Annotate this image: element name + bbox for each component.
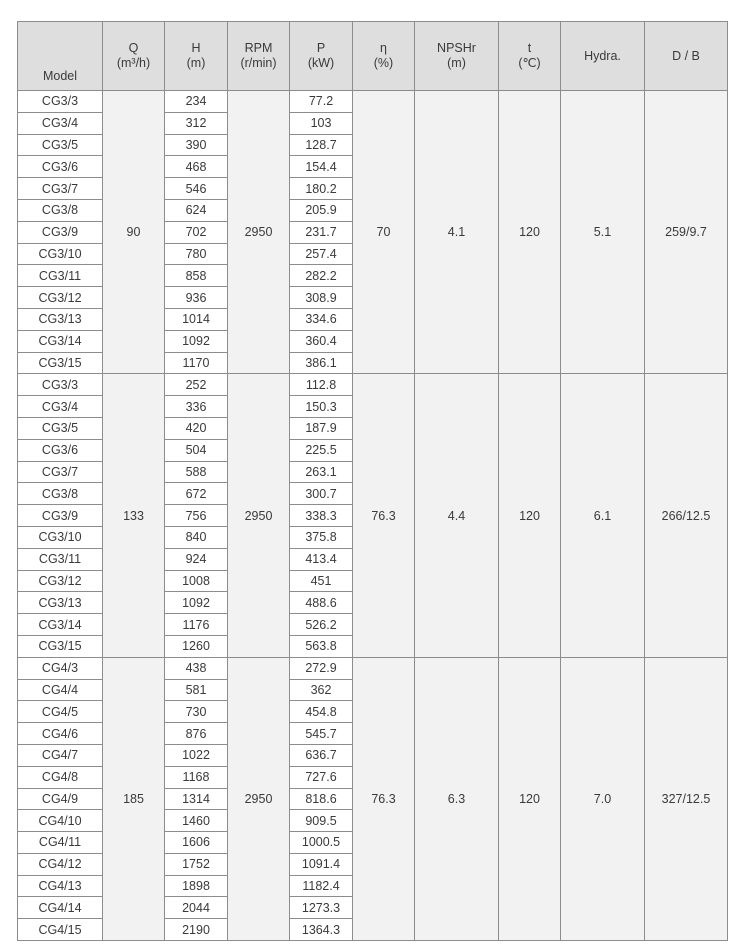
cell-h: 858 <box>165 265 228 287</box>
header-eta <box>353 22 415 91</box>
cell-p: 150.3 <box>290 396 353 418</box>
cell-h: 1168 <box>165 766 228 788</box>
cell-npshr: 4.4 <box>415 374 499 657</box>
cell-p: 187.9 <box>290 417 353 439</box>
cell-npshr: 4.1 <box>415 91 499 374</box>
cell-model: CG4/9 <box>18 788 103 810</box>
cell-db: 259/9.7 <box>645 91 728 374</box>
header-row <box>18 22 728 91</box>
cell-model: CG4/7 <box>18 744 103 766</box>
cell-h: 1314 <box>165 788 228 810</box>
cell-p: 282.2 <box>290 265 353 287</box>
cell-p: 112.8 <box>290 374 353 396</box>
header-rpm-label: RPM <box>244 41 273 55</box>
cell-h: 840 <box>165 526 228 548</box>
cell-q: 185 <box>103 657 165 940</box>
cell-t: 120 <box>499 657 561 940</box>
header-p-label: P <box>316 41 326 55</box>
header-npshr-unit: (m) <box>447 56 466 70</box>
cell-p: 375.8 <box>290 526 353 548</box>
cell-p: 308.9 <box>290 287 353 309</box>
cell-h: 581 <box>165 679 228 701</box>
cell-model: CG3/5 <box>18 134 103 156</box>
cell-h: 1008 <box>165 570 228 592</box>
cell-model: CG3/15 <box>18 635 103 657</box>
cell-h: 1606 <box>165 832 228 854</box>
header-t-unit: (℃) <box>518 56 541 70</box>
cell-p: 362 <box>290 679 353 701</box>
cell-p: 231.7 <box>290 221 353 243</box>
table-body <box>18 91 728 941</box>
cell-model: CG3/7 <box>18 178 103 200</box>
cell-p: 1182.4 <box>290 875 353 897</box>
cell-model: CG3/12 <box>18 287 103 309</box>
cell-p: 545.7 <box>290 723 353 745</box>
header-p <box>290 22 353 91</box>
cell-model: CG3/9 <box>18 221 103 243</box>
cell-p: 263.1 <box>290 461 353 483</box>
cell-h: 1170 <box>165 352 228 374</box>
cell-model: CG4/14 <box>18 897 103 919</box>
cell-model: CG4/12 <box>18 853 103 875</box>
cell-h: 672 <box>165 483 228 505</box>
cell-p: 386.1 <box>290 352 353 374</box>
cell-npshr: 6.3 <box>415 657 499 940</box>
header-t-label: t <box>527 41 532 55</box>
cell-h: 1752 <box>165 853 228 875</box>
table-row <box>18 374 728 396</box>
cell-p: 77.2 <box>290 91 353 113</box>
cell-p: 1364.3 <box>290 919 353 941</box>
cell-h: 420 <box>165 417 228 439</box>
cell-model: CG3/8 <box>18 199 103 221</box>
cell-h: 312 <box>165 112 228 134</box>
cell-model: CG3/10 <box>18 526 103 548</box>
cell-h: 252 <box>165 374 228 396</box>
cell-p: 1273.3 <box>290 897 353 919</box>
cell-db: 327/12.5 <box>645 657 728 940</box>
table-row <box>18 91 728 113</box>
cell-p: 1000.5 <box>290 832 353 854</box>
cell-h: 936 <box>165 287 228 309</box>
header-npshr-label: NPSHr <box>437 41 476 55</box>
cell-p: 1091.4 <box>290 853 353 875</box>
cell-h: 924 <box>165 548 228 570</box>
header-hydra <box>561 22 645 91</box>
header-model <box>18 22 103 91</box>
cell-model: CG3/11 <box>18 265 103 287</box>
spec-table-container <box>17 21 727 937</box>
cell-h: 390 <box>165 134 228 156</box>
cell-eta: 76.3 <box>353 657 415 940</box>
header-npshr <box>415 22 499 91</box>
cell-model: CG3/13 <box>18 308 103 330</box>
cell-model: CG4/5 <box>18 701 103 723</box>
cell-p: 334.6 <box>290 308 353 330</box>
cell-p: 454.8 <box>290 701 353 723</box>
cell-p: 300.7 <box>290 483 353 505</box>
cell-model: CG3/3 <box>18 374 103 396</box>
cell-h: 234 <box>165 91 228 113</box>
header-h <box>165 22 228 91</box>
cell-eta: 70 <box>353 91 415 374</box>
pump-spec-table <box>17 21 728 941</box>
cell-h: 624 <box>165 199 228 221</box>
table-header <box>18 22 728 91</box>
cell-p: 103 <box>290 112 353 134</box>
cell-h: 2190 <box>165 919 228 941</box>
cell-p: 360.4 <box>290 330 353 352</box>
cell-q: 133 <box>103 374 165 657</box>
cell-model: CG4/4 <box>18 679 103 701</box>
cell-model: CG4/8 <box>18 766 103 788</box>
header-h-unit: (m) <box>186 56 206 70</box>
cell-h: 756 <box>165 505 228 527</box>
header-q-label: Q <box>128 41 139 55</box>
cell-p: 526.2 <box>290 614 353 636</box>
cell-p: 225.5 <box>290 439 353 461</box>
cell-model: CG3/3 <box>18 91 103 113</box>
header-eta-unit: (%) <box>373 56 394 70</box>
header-h-label: H <box>191 41 201 55</box>
cell-rpm: 2950 <box>228 657 290 940</box>
cell-model: CG4/3 <box>18 657 103 679</box>
cell-model: CG3/10 <box>18 243 103 265</box>
cell-h: 468 <box>165 156 228 178</box>
header-model-label: Model <box>42 69 78 83</box>
cell-h: 780 <box>165 243 228 265</box>
cell-t: 120 <box>499 91 561 374</box>
cell-model: CG3/7 <box>18 461 103 483</box>
cell-model: CG3/14 <box>18 330 103 352</box>
cell-model: CG3/12 <box>18 570 103 592</box>
cell-p: 413.4 <box>290 548 353 570</box>
cell-hydra: 7.0 <box>561 657 645 940</box>
cell-h: 876 <box>165 723 228 745</box>
cell-eta: 76.3 <box>353 374 415 657</box>
cell-h: 438 <box>165 657 228 679</box>
cell-model: CG3/6 <box>18 439 103 461</box>
header-q <box>103 22 165 91</box>
header-db <box>645 22 728 91</box>
header-hydra-label: Hydra. <box>584 48 621 63</box>
cell-h: 336 <box>165 396 228 418</box>
cell-h: 2044 <box>165 897 228 919</box>
cell-model: CG3/14 <box>18 614 103 636</box>
header-eta-label: η <box>380 41 387 55</box>
header-db-label: D / B <box>672 48 700 63</box>
cell-model: CG3/11 <box>18 548 103 570</box>
cell-model: CG4/6 <box>18 723 103 745</box>
header-t <box>499 22 561 91</box>
cell-h: 1260 <box>165 635 228 657</box>
cell-h: 588 <box>165 461 228 483</box>
cell-h: 546 <box>165 178 228 200</box>
cell-h: 504 <box>165 439 228 461</box>
cell-model: CG4/10 <box>18 810 103 832</box>
cell-p: 257.4 <box>290 243 353 265</box>
cell-db: 266/12.5 <box>645 374 728 657</box>
table-row <box>18 657 728 679</box>
cell-t: 120 <box>499 374 561 657</box>
cell-model: CG3/13 <box>18 592 103 614</box>
cell-p: 727.6 <box>290 766 353 788</box>
cell-p: 128.7 <box>290 134 353 156</box>
cell-p: 818.6 <box>290 788 353 810</box>
cell-model: CG3/6 <box>18 156 103 178</box>
cell-hydra: 5.1 <box>561 91 645 374</box>
cell-h: 1014 <box>165 308 228 330</box>
cell-model: CG4/11 <box>18 832 103 854</box>
cell-p: 205.9 <box>290 199 353 221</box>
cell-h: 1460 <box>165 810 228 832</box>
cell-p: 563.8 <box>290 635 353 657</box>
cell-model: CG3/4 <box>18 112 103 134</box>
cell-p: 488.6 <box>290 592 353 614</box>
cell-q: 90 <box>103 91 165 374</box>
cell-p: 451 <box>290 570 353 592</box>
cell-h: 1092 <box>165 592 228 614</box>
cell-rpm: 2950 <box>228 91 290 374</box>
cell-model: CG3/5 <box>18 417 103 439</box>
cell-h: 1092 <box>165 330 228 352</box>
cell-model: CG3/8 <box>18 483 103 505</box>
cell-p: 909.5 <box>290 810 353 832</box>
cell-h: 1022 <box>165 744 228 766</box>
cell-h: 1176 <box>165 614 228 636</box>
cell-h: 1898 <box>165 875 228 897</box>
header-rpm <box>228 22 290 91</box>
header-rpm-unit: (r/min) <box>240 56 277 70</box>
header-p-unit: (kW) <box>307 56 335 70</box>
cell-p: 338.3 <box>290 505 353 527</box>
cell-hydra: 6.1 <box>561 374 645 657</box>
cell-model: CG3/15 <box>18 352 103 374</box>
cell-model: CG3/9 <box>18 505 103 527</box>
cell-model: CG4/15 <box>18 919 103 941</box>
cell-rpm: 2950 <box>228 374 290 657</box>
cell-h: 702 <box>165 221 228 243</box>
cell-model: CG4/13 <box>18 875 103 897</box>
cell-p: 180.2 <box>290 178 353 200</box>
cell-p: 636.7 <box>290 744 353 766</box>
cell-p: 154.4 <box>290 156 353 178</box>
cell-model: CG3/4 <box>18 396 103 418</box>
header-q-unit: (m³/h) <box>116 56 151 70</box>
cell-h: 730 <box>165 701 228 723</box>
cell-p: 272.9 <box>290 657 353 679</box>
